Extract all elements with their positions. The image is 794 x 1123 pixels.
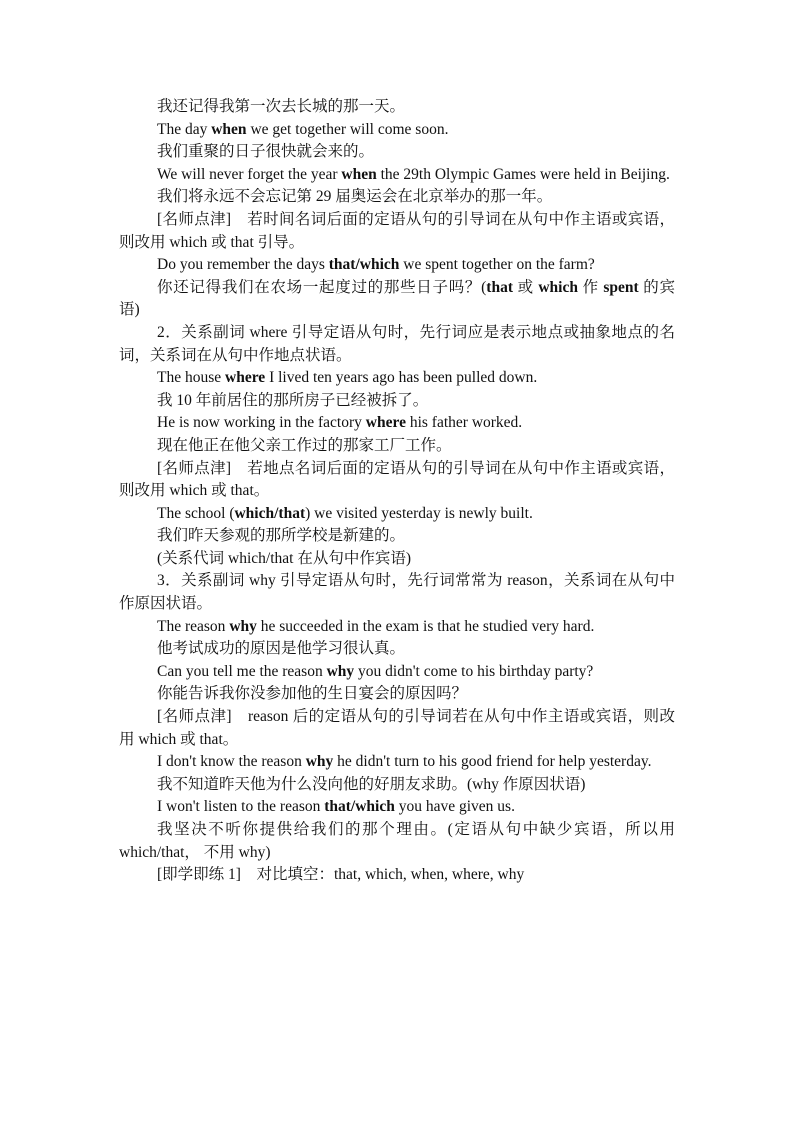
text-run: 现在他正在他父亲工作过的那家工厂工作。: [157, 436, 452, 454]
paragraph: [119, 503, 675, 526]
text-run: we spent together on the farm?: [399, 256, 595, 274]
bold-text: when: [211, 120, 247, 138]
text-run: I don't know the reason: [157, 753, 306, 771]
text-run: 我 10 年前居住的那所房子已经被拆了。: [157, 391, 429, 409]
text-run: (关系代词 which/that 在从句中作宾语): [157, 549, 412, 567]
paragraph: [119, 96, 675, 119]
text-run: 你能告诉我你没参加他的生日宴会的原因吗？: [157, 685, 468, 703]
text-run: 我不知道昨天他为什么没向他的好朋友求助。(why 作原因状语): [157, 775, 586, 793]
paragraph: [119, 412, 675, 435]
text-run: [名师点津] reason 后的定语从句的引导词若在从句中作主语或宾语，则改用 which 或 that。: [119, 708, 675, 748]
paragraph: [119, 254, 675, 277]
paragraph: [119, 435, 675, 458]
text-run: The reason: [157, 617, 230, 635]
paragraph: [119, 616, 675, 639]
paragraph: [119, 864, 675, 887]
paragraph: [119, 141, 675, 164]
text-run: we get together will come soon.: [246, 120, 449, 138]
text-run: 他考试成功的原因是他学习很认真。: [157, 640, 406, 658]
text-run: 你还记得我们在农场一起度过的那些日子吗？(: [157, 278, 487, 296]
paragraph: [119, 186, 675, 209]
bold-text: which/that: [234, 504, 306, 522]
bold-text: where: [225, 369, 266, 387]
paragraph: [119, 570, 675, 615]
text-run: 或: [512, 278, 539, 296]
paragraph: [119, 661, 675, 684]
text-run: 我们将永远不会忘记第 29 届奥运会在北京举办的那一年。: [157, 188, 553, 206]
paragraph: [119, 390, 675, 413]
text-run: He is now working in the factory: [157, 414, 366, 432]
text-run: he succeeded in the exam is that he studied very hard.: [256, 617, 595, 635]
text-run: The school (: [157, 504, 235, 522]
bold-text: which: [538, 278, 578, 296]
paragraph: [119, 209, 675, 254]
text-run: he didn't turn to his good friend for help yesterday.: [333, 753, 652, 771]
text-run: 3．关系副词 why 引导定语从句时，先行词常常为 reason，关系词在从句中作原因状语。: [119, 572, 675, 613]
text-run: 2．关系副词 where 引导定语从句时，先行词应是表示地点或抽象地点的名词，关系词在从句中作地点状语。: [119, 323, 675, 364]
bold-text: why: [326, 662, 355, 680]
paragraph: [119, 548, 675, 571]
paragraph: [119, 774, 675, 797]
paragraph: [119, 525, 675, 548]
text-run: Do you remember the days: [157, 256, 329, 274]
bold-text: when: [341, 165, 377, 183]
bold-text: spent: [603, 278, 639, 296]
text-run: 我们昨天参观的那所学校是新建的。: [157, 527, 406, 545]
text-run: Can you tell me the reason: [157, 662, 327, 680]
bold-text: why: [229, 617, 257, 635]
text-run: his father worked.: [405, 414, 523, 432]
bold-text: why: [305, 753, 334, 771]
paragraph: [119, 751, 675, 774]
text-run: [名师点津] 若时间名词后面的定语从句的引导词在从句中作主语或宾语，则改用 which 或 that 引导。: [119, 210, 675, 251]
text-run: 我们重聚的日子很快就会来的。: [157, 143, 375, 161]
paragraph: [119, 683, 675, 706]
paragraph: [119, 638, 675, 661]
paragraph: [119, 164, 675, 187]
text-run: 我坚决不听你提供给我们的那个理由。(定语从句中缺少宾语，所以用 which/that， 不用 why): [119, 821, 675, 861]
paragraph: [119, 458, 675, 503]
paragraph: [119, 367, 675, 390]
paragraph: [119, 796, 675, 819]
bold-text: that/which: [328, 256, 400, 274]
document-page: [119, 96, 675, 887]
text-run: [即学即练 1] 对比填空：that, which, when, where, why: [157, 866, 525, 884]
text-run: 我还记得我第一次去长城的那一天。: [157, 98, 406, 115]
text-run: you have given us.: [394, 798, 515, 816]
text-run: I lived ten years ago has been pulled down.: [265, 369, 538, 387]
text-run: We will never forget the year: [157, 165, 342, 183]
paragraph: [119, 322, 675, 367]
text-run: The house: [157, 369, 226, 387]
text-run: the 29th Olympic Games were held in Beijing.: [376, 165, 670, 183]
paragraph: [119, 119, 675, 142]
text-run: [名师点津] 若地点名词后面的定语从句的引导词在从句中作主语或宾语，则改用 which 或 that。: [119, 459, 675, 500]
text-run: 作: [577, 278, 604, 296]
text-run: I won't listen to the reason: [157, 798, 325, 816]
text-run: you didn't come to his birthday party?: [354, 662, 594, 680]
text-run: ) we visited yesterday is newly built.: [305, 504, 533, 522]
text-run: The day: [157, 120, 212, 138]
paragraph: [119, 706, 675, 751]
bold-text: that: [486, 278, 513, 296]
text-run: 的宾语): [119, 278, 675, 319]
bold-text: that/which: [324, 798, 395, 816]
paragraph: [119, 277, 675, 322]
bold-text: where: [365, 414, 406, 432]
paragraph: [119, 819, 675, 864]
